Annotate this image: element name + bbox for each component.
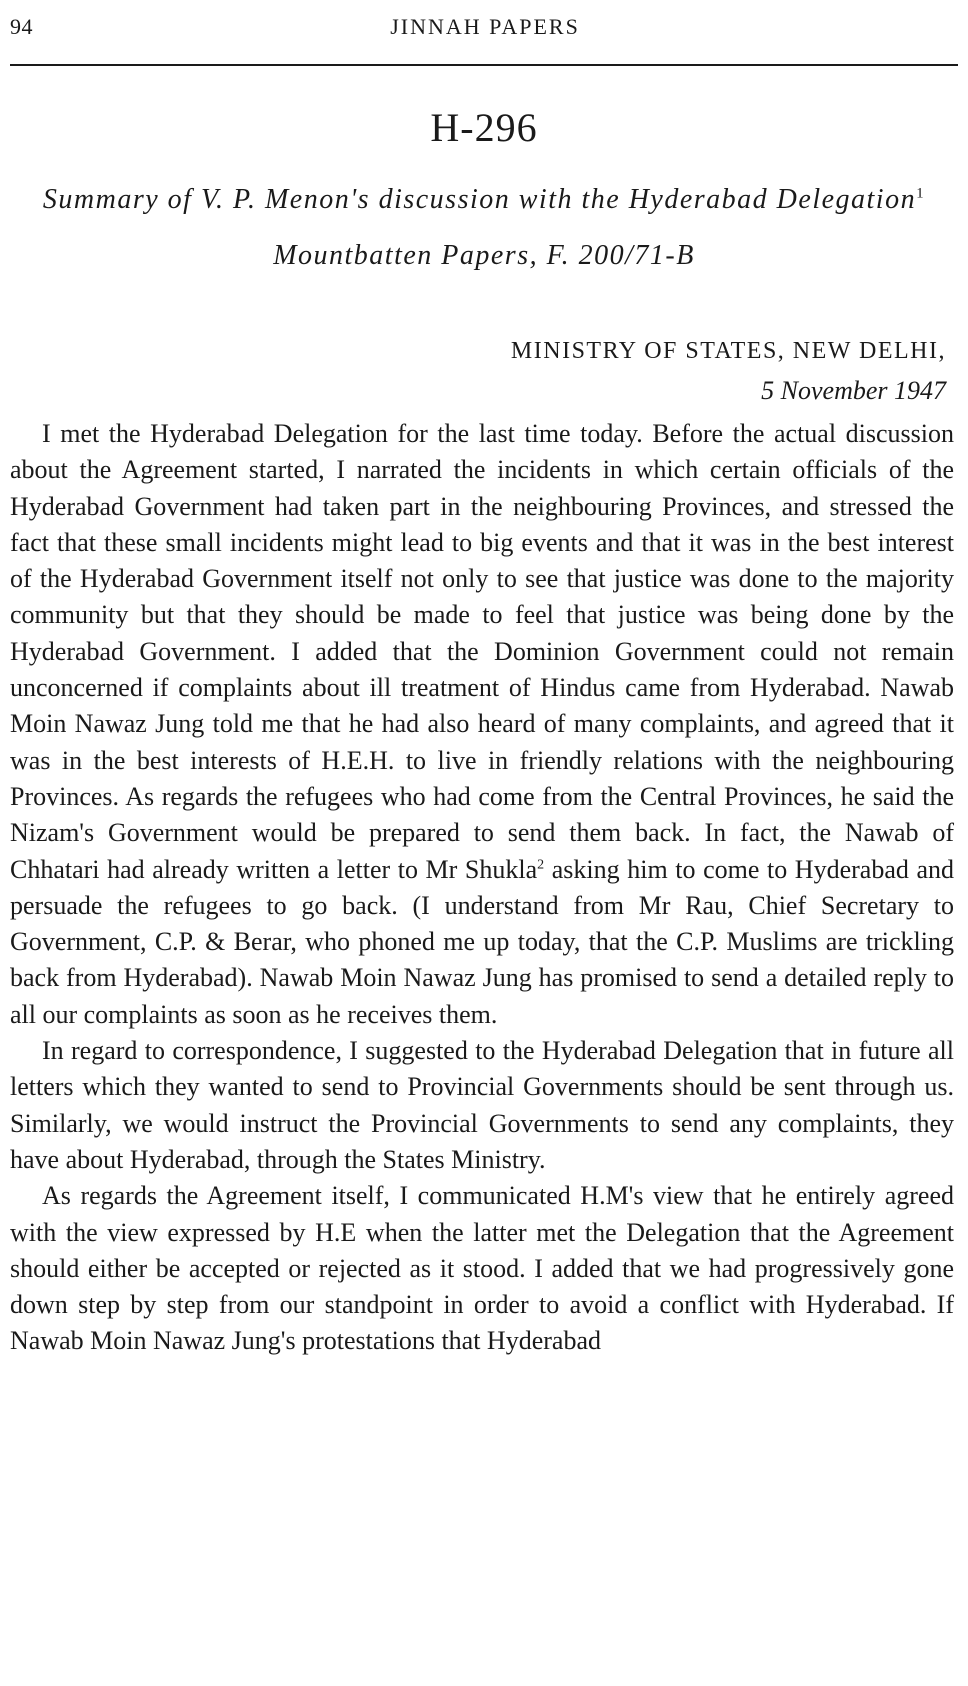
header-rule bbox=[10, 64, 958, 66]
page-number: 94 bbox=[10, 14, 33, 39]
running-head: JINNAH PAPERS bbox=[390, 14, 580, 39]
document-title-text: Summary of V. P. Menon's discussion with the Hyderabad Delegation bbox=[42, 184, 917, 215]
paragraph-3: As regards the Agreement itself, I communicated H.M's view that he entirely agreed with the view expressed by H.E when the latter met the Delegation that the Agreement should either be accepted or rejected as it stood. I added that we had progressively gone down step by step from our standpoint in order to avoid a conflict with Hyderabad. If Nawab Moin Nawaz Jung's protestations that Hyderabad bbox=[10, 1181, 954, 1356]
dateline-date: 5 November 1947 bbox=[761, 376, 946, 405]
paragraph-2: In regard to correspondence, I suggested to the Hyderabad Delegation that in future all letters which they wanted to send to Provincial Governments should be sent through us. Similarly, we would instruct the Provincial Governments to send any complaints, they have about Hyderabad, through the States Ministry. bbox=[10, 1036, 954, 1174]
paragraph-1-text-a: I met the Hyderabad Delegation for the last time today. Before the actual discussion about the Agreement started, I narrated the incidents in which certain officials of the Hyderabad Government had taken part in the neighbouring Provinces, and stressed the fact that these small incidents might lead to big events and that it was in the best interest of the Hyderabad Government itself not only to see that justice was done to the majority community but that they should be made to feel that justice was being done by the Hyderabad Government. I added that the Dominion Government could not remain unconcerned if complaints about ill treatment of Hindus came from Hyderabad. Nawab Moin Nawaz Jung told me that he had also heard of many complaints, and agreed that it was in the best interests of H.E.H. to live in friendly relations with the neighbouring Provinces. As regards the refugees who had come from the Central Provinces, he said the Nizam's Government would be prepared to send them back. In fact, the Nawab of Chhatari had already written a letter to Mr Shukla bbox=[10, 419, 954, 884]
dateline-place: MINISTRY OF STATES, NEW DELHI, bbox=[510, 338, 946, 364]
document-id: H-296 bbox=[430, 105, 538, 150]
paragraph-1 bbox=[10, 416, 954, 1033]
title-footnote-marker: 1 bbox=[916, 185, 926, 202]
document-title bbox=[0, 184, 968, 216]
document-source: Mountbatten Papers, F. 200/71-B bbox=[273, 240, 695, 271]
body-text bbox=[10, 416, 954, 1360]
page-header bbox=[10, 14, 960, 54]
paragraph-1-text-b: asking him to come to Hyderabad and persuade the refugees to go back. (I understand from Mr Rau, Chief Secretary to Government, C.P. & Berar, who phoned me up today, that the C.P. Muslims are trickling back from Hyderabad). Nawab Moin Nawaz Jung has promised to send a detailed reply to all our complaints as soon as he receives them. bbox=[10, 854, 954, 1029]
footnote-marker-2: 2 bbox=[537, 856, 545, 872]
